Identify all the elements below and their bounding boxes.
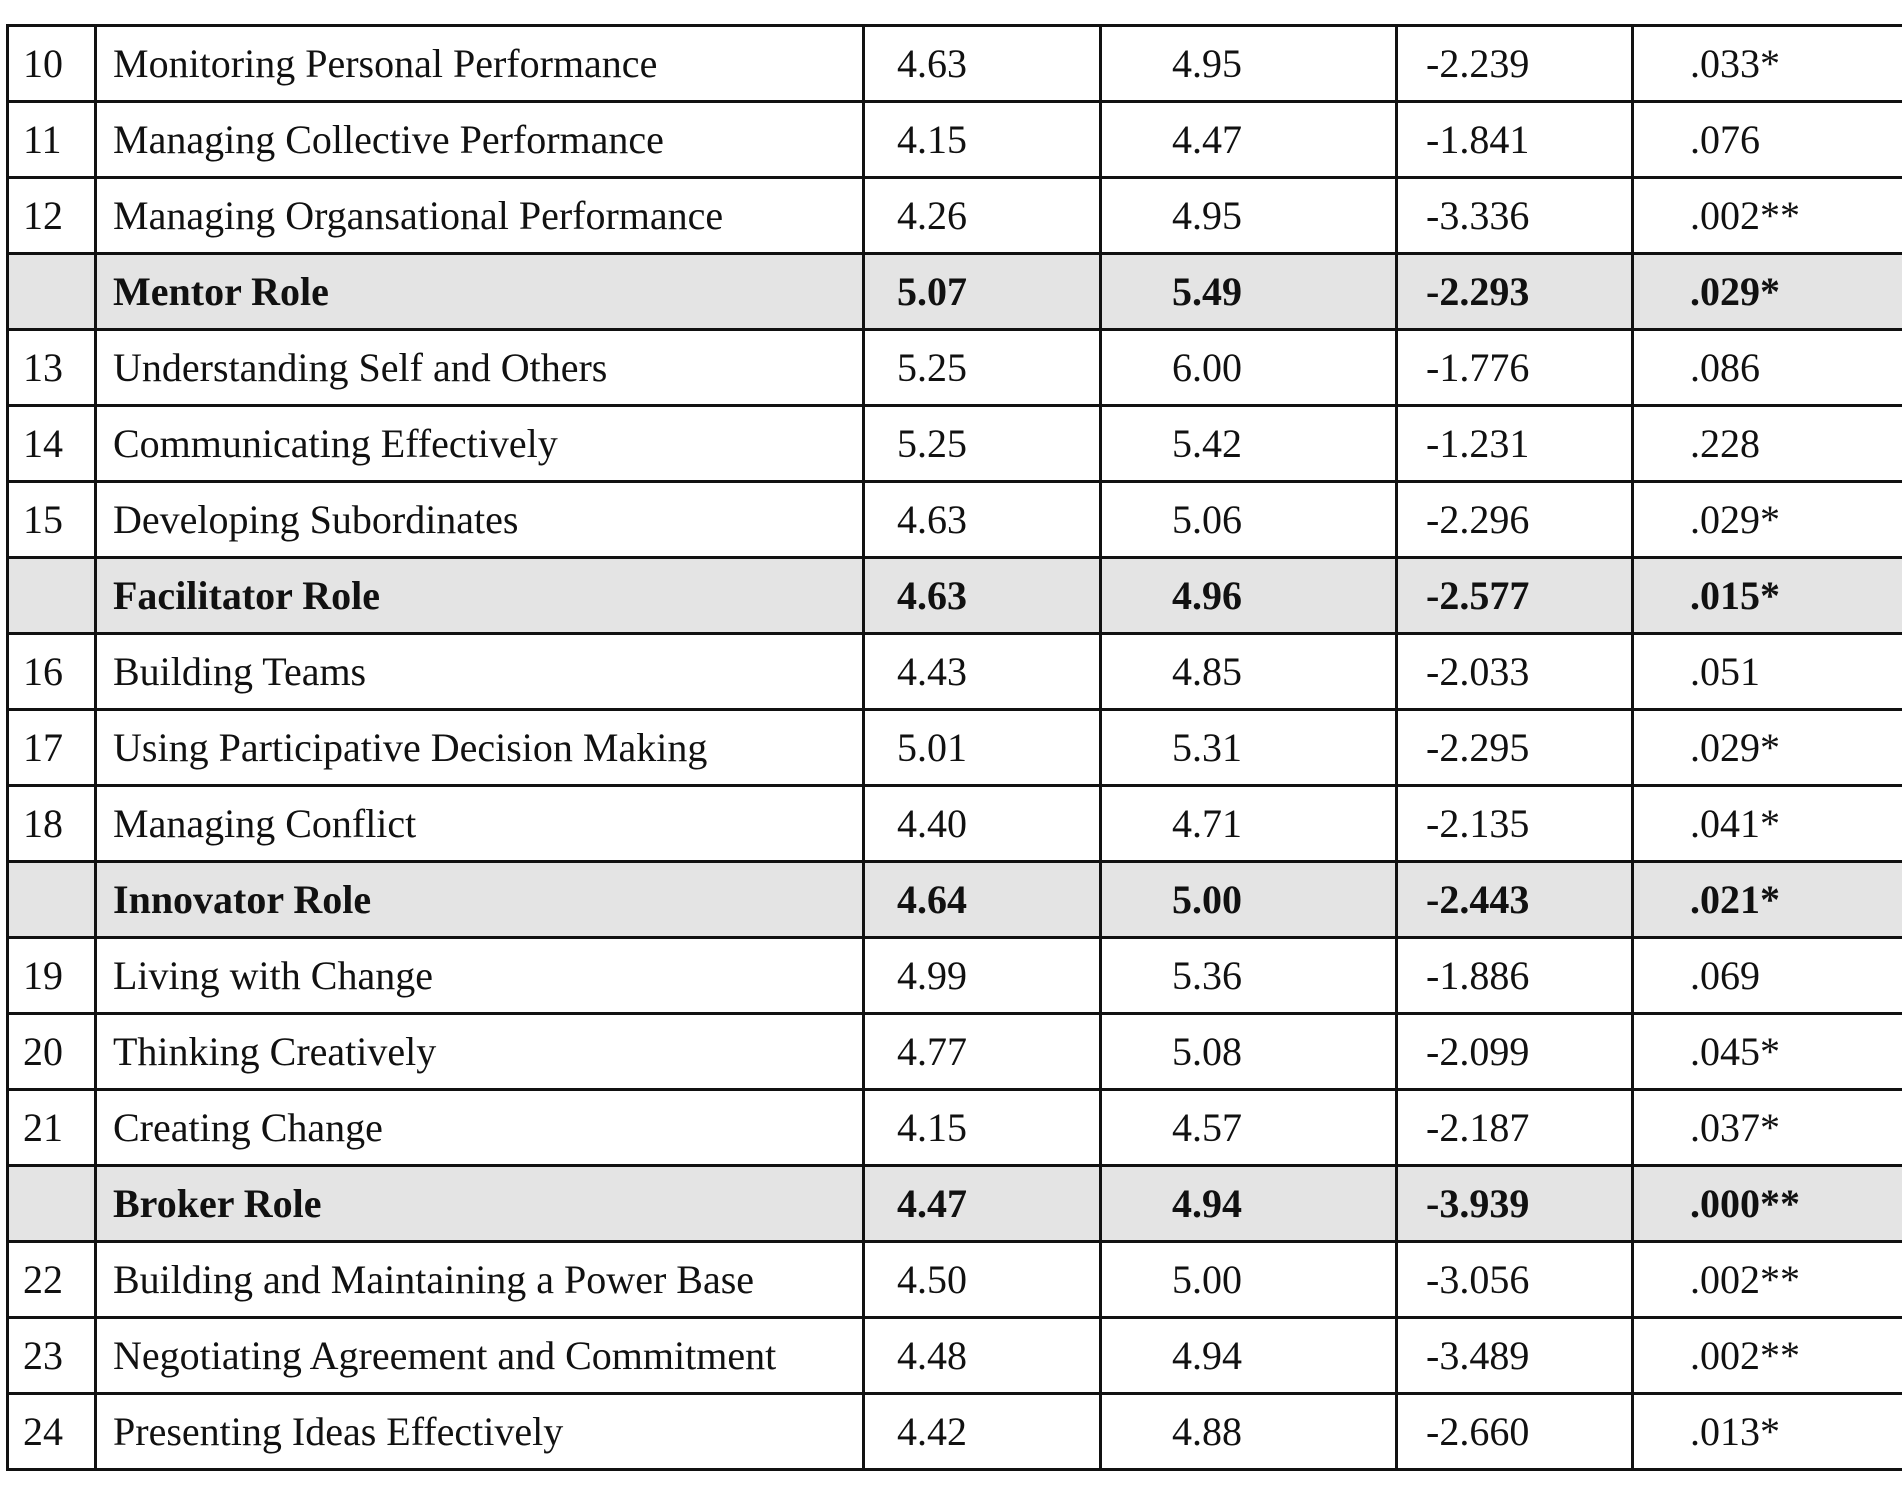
item-name-cell: Creating Change <box>96 1090 864 1166</box>
item-number-cell: 24 <box>8 1394 96 1470</box>
value-1-cell: 4.47 <box>864 1166 1101 1242</box>
item-name-cell: Facilitator Role <box>96 558 864 634</box>
item-number-cell: 20 <box>8 1014 96 1090</box>
value-3-cell: -1.776 <box>1397 330 1633 406</box>
significance-cell: .045* <box>1633 1014 1902 1090</box>
value-1-cell: 4.42 <box>864 1394 1101 1470</box>
table-row <box>8 710 1902 786</box>
value-1-cell: 4.50 <box>864 1242 1101 1318</box>
value-2-cell: 4.71 <box>1101 786 1397 862</box>
table-row <box>8 1014 1902 1090</box>
value-1-cell: 4.48 <box>864 1318 1101 1394</box>
value-1-cell: 4.99 <box>864 938 1101 1014</box>
item-number-cell: 22 <box>8 1242 96 1318</box>
value-3-cell: -2.033 <box>1397 634 1633 710</box>
item-name-cell: Communicating Effectively <box>96 406 864 482</box>
value-2-cell: 5.08 <box>1101 1014 1397 1090</box>
item-name-cell: Innovator Role <box>96 862 864 938</box>
value-3-cell: -3.336 <box>1397 178 1633 254</box>
value-3-cell: -3.939 <box>1397 1166 1633 1242</box>
item-name-cell: Monitoring Personal Performance <box>96 26 864 102</box>
table-row <box>8 26 1902 102</box>
significance-cell: .002** <box>1633 1318 1902 1394</box>
value-3-cell: -2.577 <box>1397 558 1633 634</box>
item-number-cell: 15 <box>8 482 96 558</box>
item-number-cell <box>8 254 96 330</box>
item-number-cell: 11 <box>8 102 96 178</box>
value-1-cell: 4.15 <box>864 102 1101 178</box>
item-number-cell <box>8 1166 96 1242</box>
results-table-container <box>6 24 1902 1471</box>
table-row <box>8 786 1902 862</box>
significance-cell: .002** <box>1633 1242 1902 1318</box>
value-1-cell: 4.64 <box>864 862 1101 938</box>
value-3-cell: -2.296 <box>1397 482 1633 558</box>
item-name-cell: Using Participative Decision Making <box>96 710 864 786</box>
significance-cell: .041* <box>1633 786 1902 862</box>
value-3-cell: -2.295 <box>1397 710 1633 786</box>
table-body <box>8 26 1902 1470</box>
value-3-cell: -2.293 <box>1397 254 1633 330</box>
significance-cell: .069 <box>1633 938 1902 1014</box>
significance-cell: .029* <box>1633 710 1902 786</box>
significance-cell: .051 <box>1633 634 1902 710</box>
significance-cell: .029* <box>1633 254 1902 330</box>
role-row <box>8 862 1902 938</box>
item-name-cell: Managing Collective Performance <box>96 102 864 178</box>
value-3-cell: -1.231 <box>1397 406 1633 482</box>
item-number-cell: 19 <box>8 938 96 1014</box>
table-row <box>8 1318 1902 1394</box>
value-1-cell: 4.26 <box>864 178 1101 254</box>
value-2-cell: 5.42 <box>1101 406 1397 482</box>
role-row <box>8 254 1902 330</box>
value-2-cell: 4.96 <box>1101 558 1397 634</box>
value-1-cell: 4.77 <box>864 1014 1101 1090</box>
significance-cell: .029* <box>1633 482 1902 558</box>
item-number-cell: 13 <box>8 330 96 406</box>
value-1-cell: 5.01 <box>864 710 1101 786</box>
item-number-cell: 12 <box>8 178 96 254</box>
significance-cell: .002** <box>1633 178 1902 254</box>
value-3-cell: -2.099 <box>1397 1014 1633 1090</box>
value-2-cell: 4.88 <box>1101 1394 1397 1470</box>
item-name-cell: Managing Organsational Performance <box>96 178 864 254</box>
value-2-cell: 5.49 <box>1101 254 1397 330</box>
table-row <box>8 178 1902 254</box>
item-name-cell: Living with Change <box>96 938 864 1014</box>
value-2-cell: 5.00 <box>1101 1242 1397 1318</box>
significance-cell: .076 <box>1633 102 1902 178</box>
significance-cell: .015* <box>1633 558 1902 634</box>
item-number-cell <box>8 558 96 634</box>
value-1-cell: 4.63 <box>864 558 1101 634</box>
item-name-cell: Mentor Role <box>96 254 864 330</box>
item-number-cell: 10 <box>8 26 96 102</box>
value-2-cell: 4.94 <box>1101 1318 1397 1394</box>
value-1-cell: 5.25 <box>864 330 1101 406</box>
table-row <box>8 938 1902 1014</box>
table-row <box>8 482 1902 558</box>
results-table <box>6 24 1902 1471</box>
value-2-cell: 4.47 <box>1101 102 1397 178</box>
table-row <box>8 1090 1902 1166</box>
table-row <box>8 102 1902 178</box>
table-row <box>8 330 1902 406</box>
value-3-cell: -1.841 <box>1397 102 1633 178</box>
value-2-cell: 5.00 <box>1101 862 1397 938</box>
value-2-cell: 5.36 <box>1101 938 1397 1014</box>
significance-cell: .033* <box>1633 26 1902 102</box>
value-1-cell: 4.40 <box>864 786 1101 862</box>
item-name-cell: Presenting Ideas Effectively <box>96 1394 864 1470</box>
item-name-cell: Broker Role <box>96 1166 864 1242</box>
value-3-cell: -2.443 <box>1397 862 1633 938</box>
significance-cell: .000** <box>1633 1166 1902 1242</box>
value-2-cell: 5.31 <box>1101 710 1397 786</box>
value-3-cell: -2.187 <box>1397 1090 1633 1166</box>
item-name-cell: Negotiating Agreement and Commitment <box>96 1318 864 1394</box>
value-2-cell: 5.06 <box>1101 482 1397 558</box>
value-3-cell: -3.489 <box>1397 1318 1633 1394</box>
item-number-cell: 21 <box>8 1090 96 1166</box>
table-row <box>8 634 1902 710</box>
role-row <box>8 558 1902 634</box>
value-3-cell: -1.886 <box>1397 938 1633 1014</box>
item-name-cell: Thinking Creatively <box>96 1014 864 1090</box>
item-number-cell: 14 <box>8 406 96 482</box>
table-row <box>8 406 1902 482</box>
value-1-cell: 4.43 <box>864 634 1101 710</box>
significance-cell: .037* <box>1633 1090 1902 1166</box>
item-number-cell <box>8 862 96 938</box>
value-2-cell: 6.00 <box>1101 330 1397 406</box>
significance-cell: .228 <box>1633 406 1902 482</box>
item-name-cell: Managing Conflict <box>96 786 864 862</box>
value-3-cell: -3.056 <box>1397 1242 1633 1318</box>
value-1-cell: 4.63 <box>864 482 1101 558</box>
significance-cell: .021* <box>1633 862 1902 938</box>
table-row <box>8 1394 1902 1470</box>
item-name-cell: Understanding Self and Others <box>96 330 864 406</box>
role-row <box>8 1166 1902 1242</box>
item-number-cell: 16 <box>8 634 96 710</box>
value-1-cell: 4.15 <box>864 1090 1101 1166</box>
item-number-cell: 18 <box>8 786 96 862</box>
significance-cell: .013* <box>1633 1394 1902 1470</box>
value-1-cell: 5.07 <box>864 254 1101 330</box>
table-row <box>8 1242 1902 1318</box>
value-2-cell: 4.57 <box>1101 1090 1397 1166</box>
item-name-cell: Building and Maintaining a Power Base <box>96 1242 864 1318</box>
value-1-cell: 4.63 <box>864 26 1101 102</box>
item-number-cell: 23 <box>8 1318 96 1394</box>
value-3-cell: -2.135 <box>1397 786 1633 862</box>
value-3-cell: -2.239 <box>1397 26 1633 102</box>
item-number-cell: 17 <box>8 710 96 786</box>
item-name-cell: Developing Subordinates <box>96 482 864 558</box>
value-2-cell: 4.94 <box>1101 1166 1397 1242</box>
value-2-cell: 4.95 <box>1101 178 1397 254</box>
value-1-cell: 5.25 <box>864 406 1101 482</box>
value-2-cell: 4.85 <box>1101 634 1397 710</box>
value-2-cell: 4.95 <box>1101 26 1397 102</box>
item-name-cell: Building Teams <box>96 634 864 710</box>
value-3-cell: -2.660 <box>1397 1394 1633 1470</box>
significance-cell: .086 <box>1633 330 1902 406</box>
